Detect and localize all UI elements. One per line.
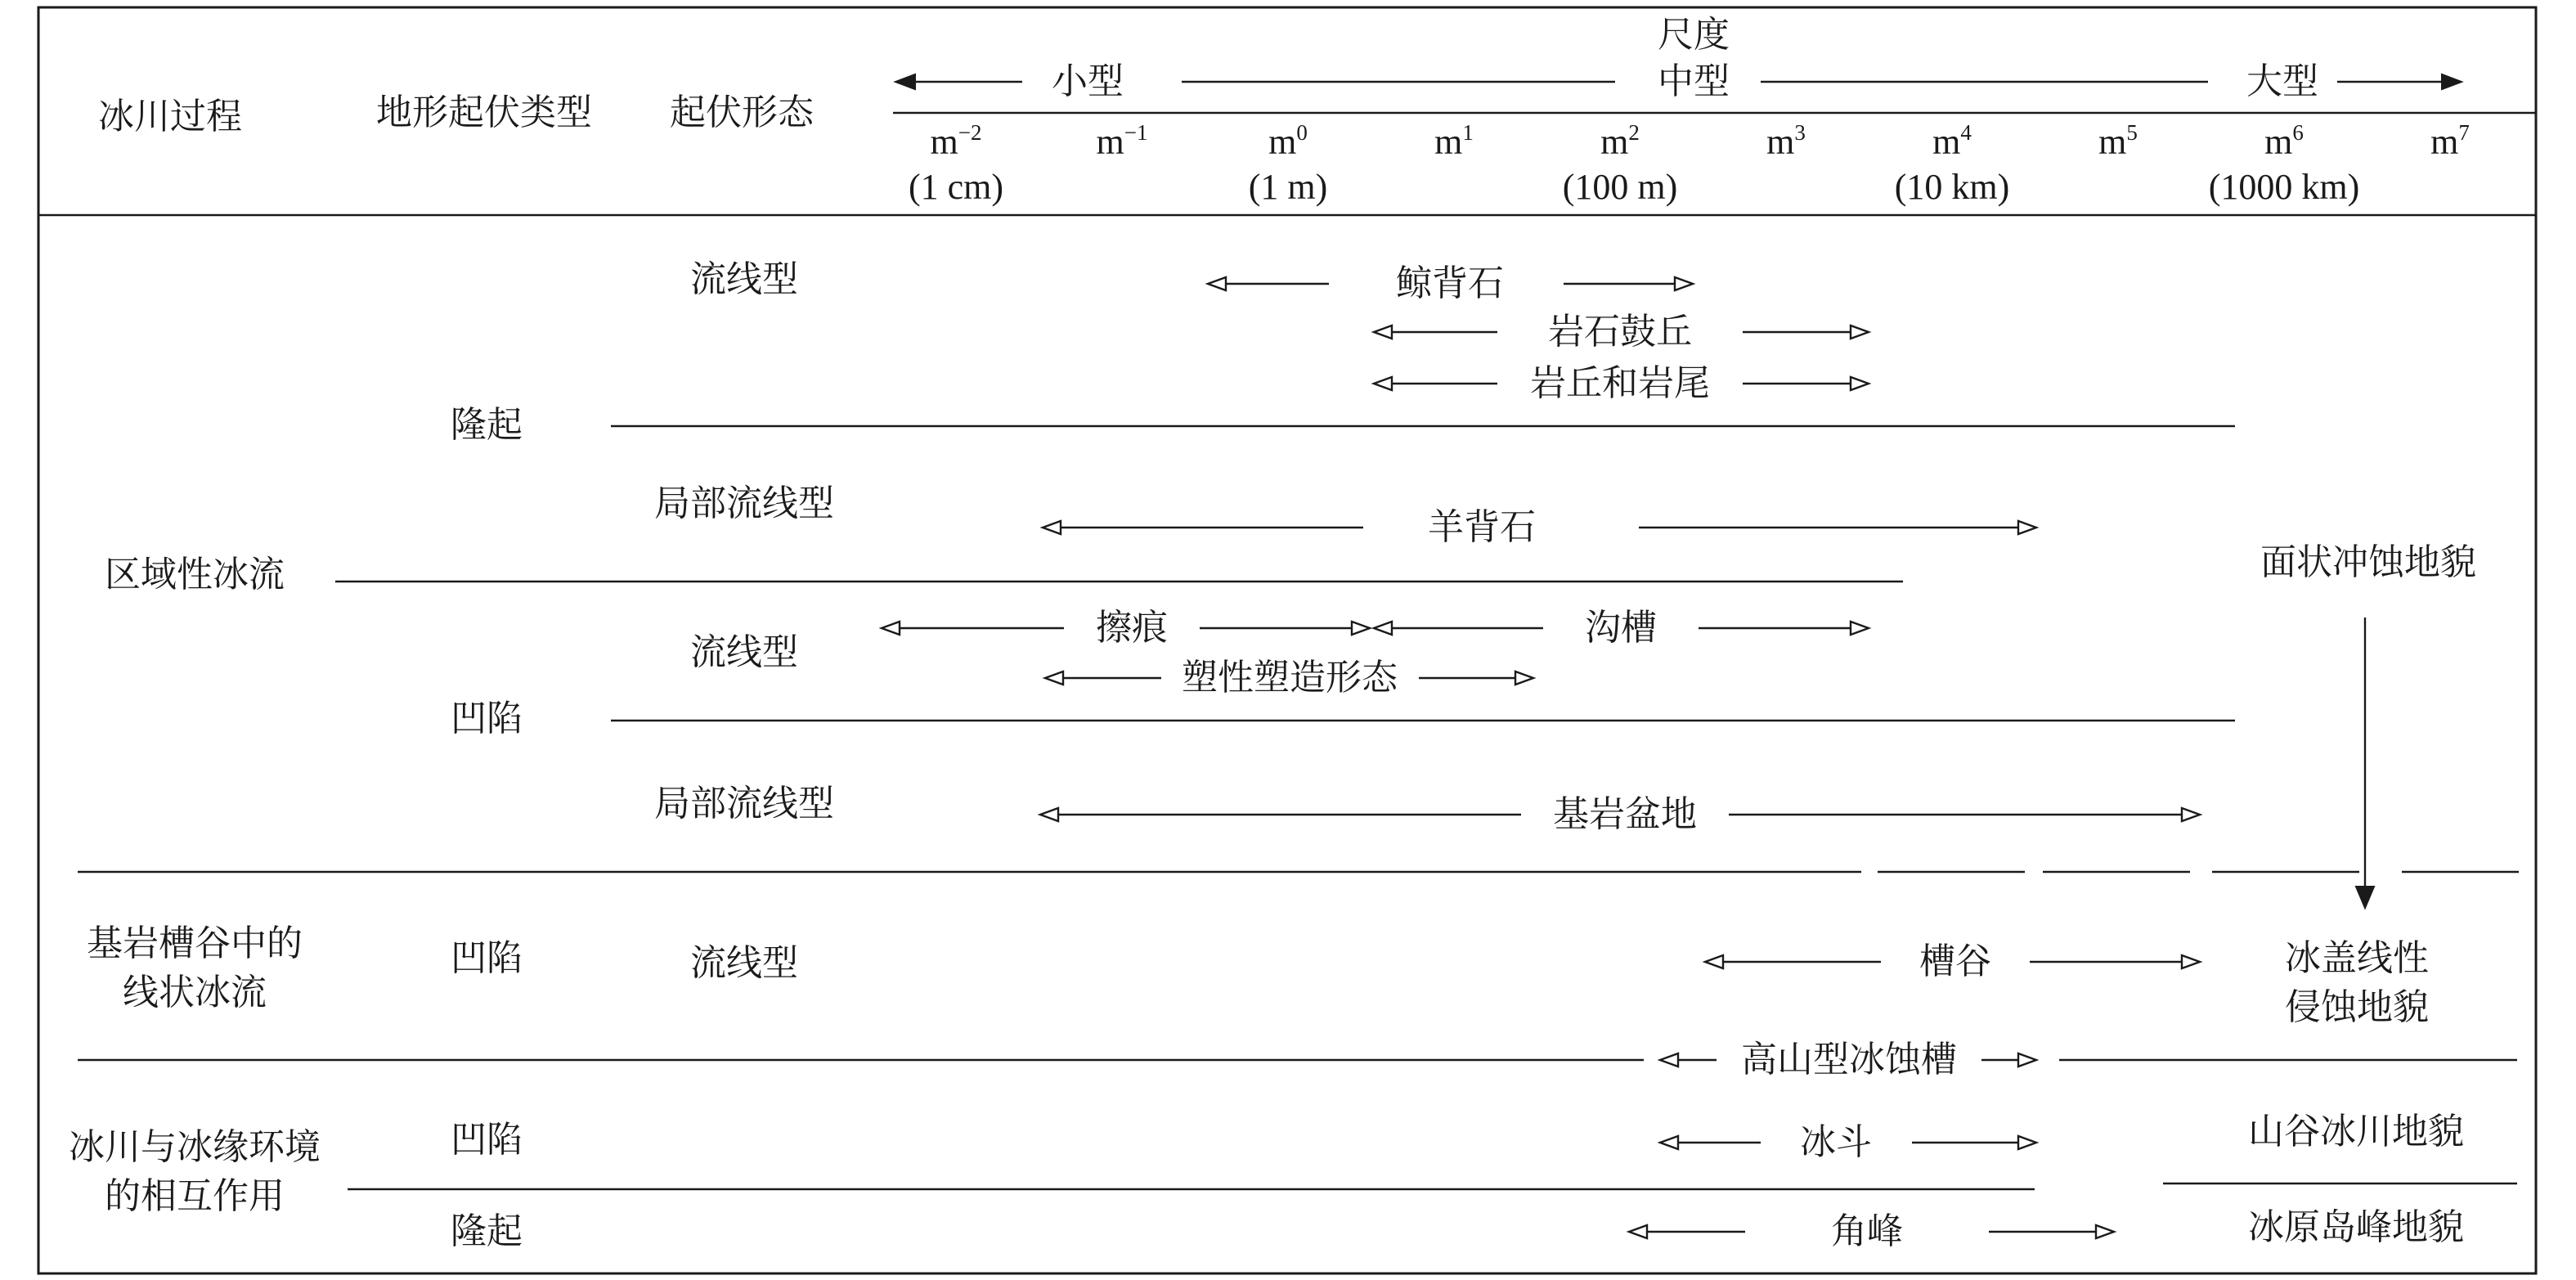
relief-type-uplift-2: 隆起 <box>451 1210 523 1252</box>
scale-large-arrow-head <box>2442 74 2462 89</box>
scale-tick-m5: $m^5$ <box>2098 120 2138 162</box>
label-crag-tail: 岩丘和岩尾 <box>1530 362 1710 404</box>
range-arrowhead-left <box>1629 1225 1647 1238</box>
range-arrowhead-right <box>2018 1053 2036 1067</box>
label-trough: 槽谷 <box>1919 941 1991 982</box>
range-arrowhead-left <box>882 622 900 635</box>
scale-tick-caption: (1 m) <box>1248 167 1328 207</box>
relief-form-streamlined-2: 流线型 <box>690 631 798 673</box>
scale-tick-m1: $m^1$ <box>1434 120 1474 162</box>
range-arrowhead-left <box>1208 277 1226 290</box>
label-roche-moutonnee: 羊背石 <box>1428 506 1536 548</box>
scale-large-label: 大型 <box>2246 61 2318 102</box>
range-arrowhead-right <box>1675 277 1693 290</box>
range-cirque <box>1660 1121 2036 1163</box>
range-arrowhead-left <box>1374 622 1392 635</box>
range-arrowhead-right <box>2182 808 2200 821</box>
range-arrowhead-right <box>1352 622 1370 635</box>
scale-tick-m6: $m^6$ <box>2264 120 2304 162</box>
range-arrowhead-right <box>2018 1136 2036 1149</box>
scale-tick-mneg2: $m^{-2}$ <box>930 120 982 162</box>
range-striations <box>882 607 1370 649</box>
range-rock-drumlin <box>1374 311 1869 353</box>
range-whaleback <box>1208 263 1693 304</box>
relief-type-depression-1: 凹陷 <box>451 698 523 739</box>
outcome-arrow-head <box>2356 887 2374 908</box>
label-p-forms: 塑性塑造形态 <box>1182 657 1398 698</box>
header-relief-form-label: 起伏形态 <box>670 92 814 133</box>
process-regional-flow: 区域性冰流 <box>105 554 285 595</box>
process-interaction-line1: 冰川与冰缘环境 <box>69 1126 321 1168</box>
range-arrowhead-left <box>1040 808 1058 821</box>
label-cirque: 冰斗 <box>1800 1121 1872 1163</box>
label-alpine-trough: 高山型冰蚀槽 <box>1741 1039 1957 1080</box>
scale-tick-m7: $m^7$ <box>2430 120 2470 162</box>
range-rock-basin <box>1040 793 2200 835</box>
scale-ticks <box>909 120 2470 207</box>
range-arrowhead-right <box>1851 622 1869 635</box>
outcome-linear-erosion-line2: 侵蚀地貌 <box>2285 986 2429 1028</box>
relief-form-streamlined-1: 流线型 <box>690 258 798 300</box>
range-roche-moutonnee <box>1043 506 2036 548</box>
scale-small-arrow-head <box>895 74 915 89</box>
landform-ranges <box>882 263 2200 1252</box>
header <box>98 14 2535 207</box>
relief-form-partial-2: 局部流线型 <box>654 783 834 824</box>
range-arrowhead-right <box>2096 1225 2114 1238</box>
range-crag-tail <box>1374 362 1869 404</box>
label-striations: 擦痕 <box>1096 607 1168 649</box>
range-arrowhead-right <box>1515 671 1533 685</box>
scale-tick-caption: (10 km) <box>1894 167 2010 207</box>
scale-tick-m0: $m^0$ <box>1268 120 1308 162</box>
scale-tick-caption: (1 cm) <box>908 167 1004 207</box>
scale-tick-caption: (1000 km) <box>2208 167 2360 207</box>
outcome-nunatak: 冰原岛峰地貌 <box>2248 1206 2464 1248</box>
range-arrowhead-right <box>1851 326 1869 339</box>
scale-tick-m3: $m^3$ <box>1766 120 1806 162</box>
range-arrowhead-left <box>1374 377 1392 390</box>
process-trough-flow-line1: 基岩槽谷中的 <box>87 923 303 964</box>
label-whaleback: 鲸背石 <box>1396 263 1504 304</box>
range-arrowhead-left <box>1043 521 1061 534</box>
range-arrowhead-left <box>1660 1136 1678 1149</box>
range-arrowhead-left <box>1045 671 1063 685</box>
scale-tick-m4: $m^4$ <box>1932 120 1972 162</box>
relief-type-uplift-1: 隆起 <box>451 404 523 446</box>
range-arrowhead-left <box>1660 1053 1678 1067</box>
label-grooves: 沟槽 <box>1585 607 1657 649</box>
scale-tick-caption: (100 m) <box>1562 167 1678 207</box>
outcome-valley-glacier: 山谷冰川地貌 <box>2248 1111 2464 1152</box>
relief-type-depression-3: 凹陷 <box>451 1119 523 1161</box>
range-arrowhead-left <box>1374 326 1392 339</box>
range-horn <box>1629 1210 2114 1252</box>
header-process-label: 冰川过程 <box>98 96 242 137</box>
scale-small-label: 小型 <box>1052 61 1124 102</box>
range-arrowhead-right <box>1851 377 1869 390</box>
label-rock-basin: 基岩盆地 <box>1553 793 1697 835</box>
scale-tick-m2: $m^2$ <box>1600 120 1640 162</box>
range-arrowhead-right <box>2182 955 2200 968</box>
range-trough <box>1705 941 2200 982</box>
outcome-areal-scour: 面状冲蚀地貌 <box>2260 541 2476 583</box>
range-arrowhead-right <box>2018 521 2036 534</box>
header-relief-type-label: 地形起伏类型 <box>376 92 592 133</box>
range-arrowhead-left <box>1705 955 1723 968</box>
range-grooves <box>1374 607 1869 649</box>
relief-form-partial-1: 局部流线型 <box>654 483 834 524</box>
process-trough-flow-line2: 线状冰流 <box>123 972 267 1013</box>
range-alpine-trough <box>1660 1039 2036 1080</box>
relief-type-depression-2: 凹陷 <box>451 937 523 979</box>
process-interaction-line2: 的相互作用 <box>105 1175 285 1217</box>
outcome-linear-erosion-line1: 冰盖线性 <box>2285 937 2429 979</box>
relief-form-streamlined-3: 流线型 <box>690 942 798 984</box>
scale-medium-label: 中型 <box>1658 61 1730 102</box>
range-p-forms <box>1045 657 1533 698</box>
label-rock-drumlin: 岩石鼓丘 <box>1548 311 1692 353</box>
scale-tick-mneg1: $m^{-1}$ <box>1096 120 1148 162</box>
scale-title: 尺度 <box>1658 14 1730 56</box>
label-horn: 角峰 <box>1831 1210 1903 1252</box>
